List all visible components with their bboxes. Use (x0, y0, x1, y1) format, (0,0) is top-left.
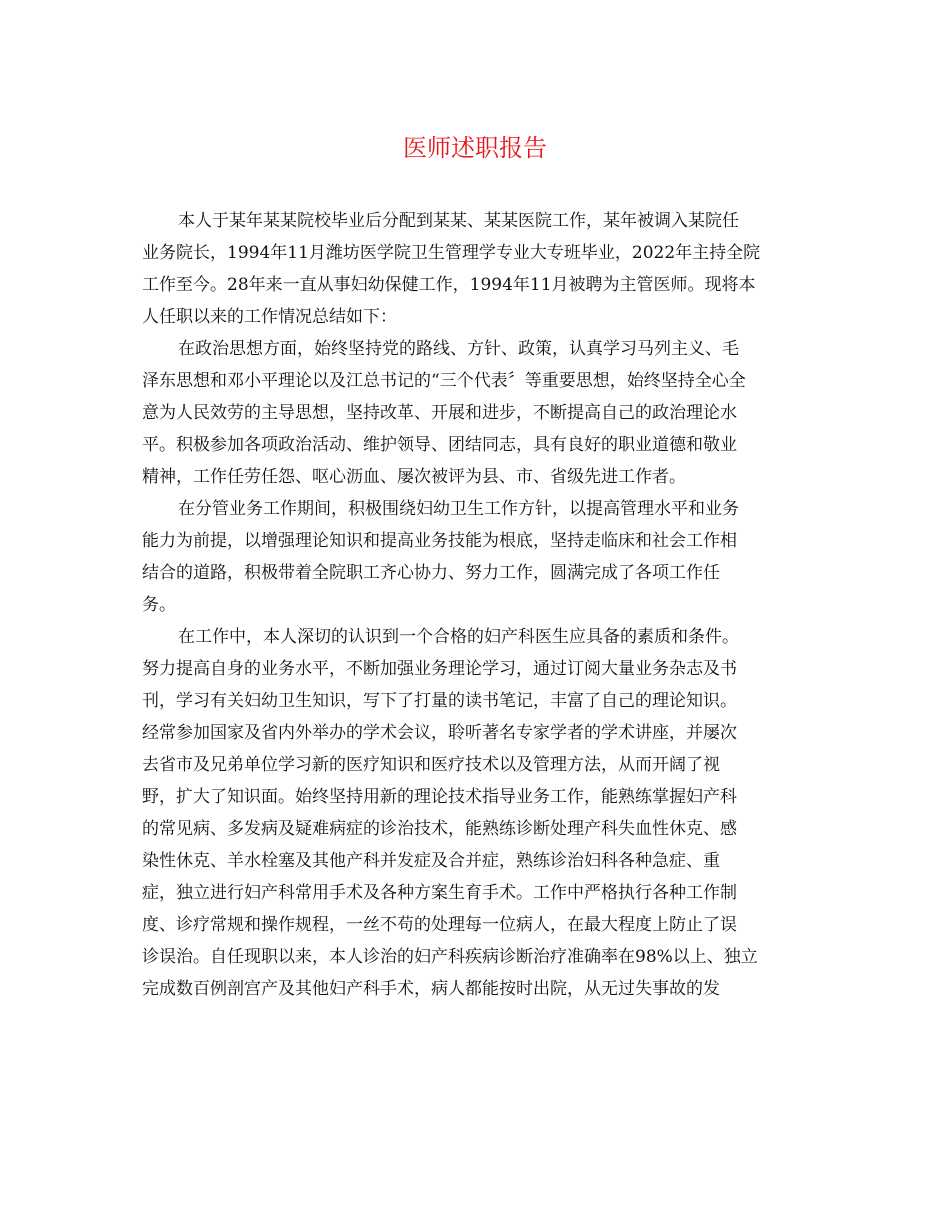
text-line: 人任职以来的工作情况总结如下： (142, 307, 397, 327)
text-line: 在政治思想方面，始终坚持党的路线、方针、政策，认真学习马列主义、毛 (178, 339, 739, 359)
text-line: 野，扩大了知识面。始终坚持用新的理论技术指导业务工作，能熟练掌握妇产科 (142, 787, 737, 807)
text-line: 工作至今。28年来一直从事妇幼保健工作，1994年11月被聘为主管医师。现将本 (142, 275, 756, 295)
text-line: 能力为前提，以增强理论知识和提高业务技能为根底，坚持走临床和社会工作相 (142, 531, 737, 551)
document-body (142, 205, 818, 1005)
text-line: 务。 (142, 595, 176, 615)
text-line: 业务院长，1994年11月潍坊医学院卫生管理学专业大专班毕业，2022年主持全院 (142, 243, 761, 263)
text-line: 努力提高自身的业务水平，不断加强业务理论学习，通过订阅大量业务杂志及书 (142, 659, 737, 679)
text-line: 症，独立进行妇产科常用手术及各种方案生育手术。工作中严格执行各种工作制 (142, 883, 737, 903)
text-line: 意为人民效劳的主导思想，坚持改革、开展和进步，不断提高自己的政治理论水 (142, 403, 737, 423)
text-line: 染性休克、羊水栓塞及其他产科并发症及合并症，熟练诊治妇科各种急症、重 (142, 851, 720, 871)
text-line: 经常参加国家及省内外举办的学术会议，聆听著名专家学者的学术讲座，并屡次 (142, 723, 737, 743)
text-line: 在分管业务工作期间，积极围绕妇幼卫生工作方针，以提高管理水平和业务 (178, 499, 739, 519)
text-line: 在工作中，本人深切的认识到一个合格的妇产科医生应具备的素质和条件。 (178, 627, 739, 647)
text-line: 结合的道路，积极带着全院职工齐心协力、努力工作，圆满完成了各项工作任 (142, 563, 720, 583)
text-line: 刊，学习有关妇幼卫生知识，写下了打量的读书笔记，丰富了自己的理论知识。 (142, 691, 737, 711)
text-line: 去省市及兄弟单位学习新的医疗知识和医疗技术以及管理方法，从而开阔了视 (142, 755, 720, 775)
text-line: 泽东思想和邓小平理论以及江总书记的“三个代表〞等重要思想，始终坚持全心全 (142, 371, 746, 391)
text-line: 诊误治。自任现职以来，本人诊治的妇产科疾病诊断治疗准确率在98%以上、独立 (142, 947, 758, 967)
text-line: 的常见病、多发病及疑难病症的诊治技术，能熟练诊断处理产科失血性休克、感 (142, 819, 737, 839)
text-line: 平。积极参加各项政治活动、维护领导、团结同志，具有良好的职业道德和敬业 (142, 435, 737, 455)
text-line: 度、诊疗常规和操作规程，一丝不苟的处理每一位病人，在最大程度上防止了误 (142, 915, 737, 935)
document-title: 医师述职报告 (403, 134, 547, 162)
text-line: 精神，工作任劳任怨、呕心沥血、屡次被评为县、市、省级先进工作者。 (142, 467, 686, 487)
text-line: 完成数百例剖宫产及其他妇产科手术，病人都能按时出院，从无过失事故的发 (142, 979, 720, 999)
text-line: 本人于某年某某院校毕业后分配到某某、某某医院工作，某年被调入某院任 (178, 211, 739, 231)
